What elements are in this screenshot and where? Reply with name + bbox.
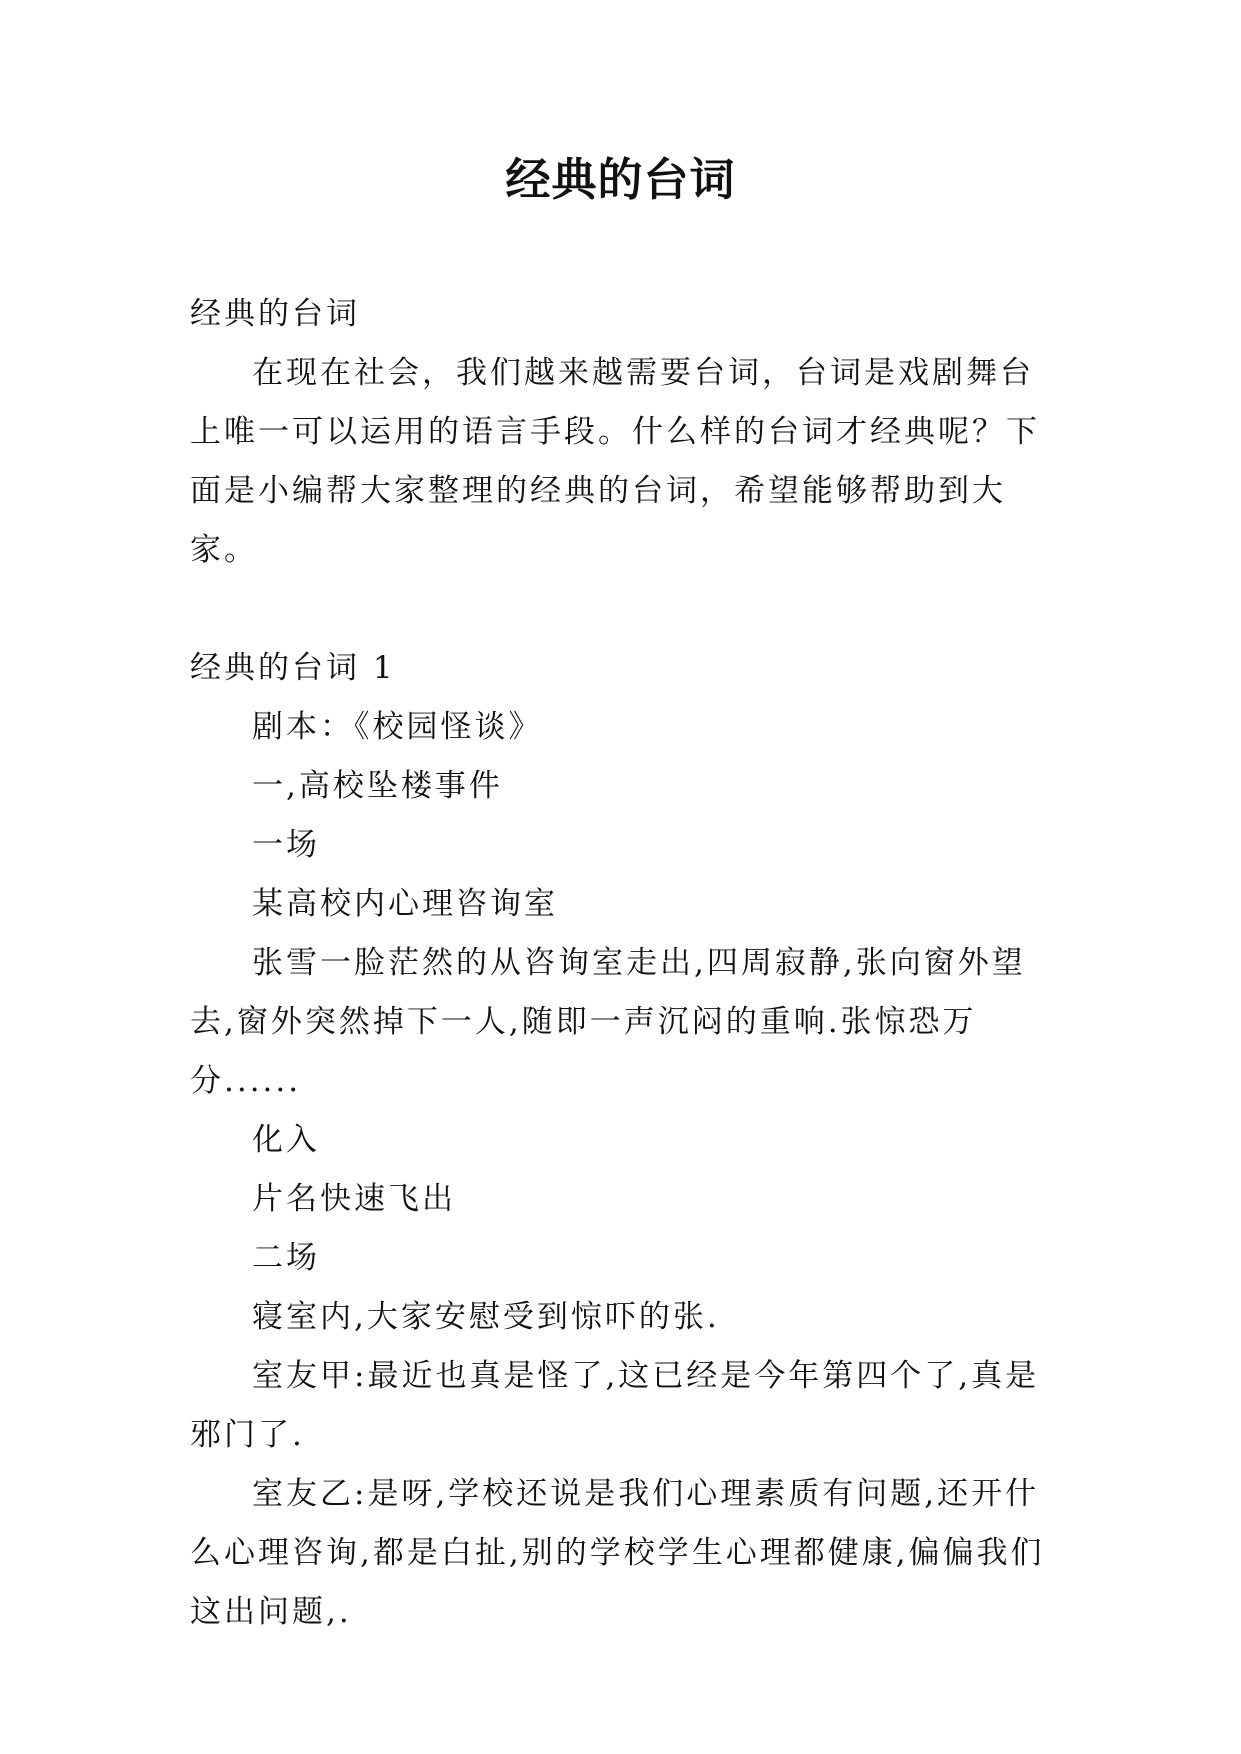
paragraph: 经典的台词 1 [190,650,396,686]
paragraph: 剧本：《校园怪谈》 [252,709,543,745]
paragraph: 片名快速飞出 [252,1181,456,1217]
paragraph: 室友乙:是呀,学校还说是我们心理素质有问题,还开什么心理咨询,都是白扯,别的学校学生心理都健康,偏偏我们这出问题,. [190,1476,1045,1630]
blank-line [190,580,1060,639]
paragraph: 室友甲:最近也真是怪了,这已经是今年第四个了,真是邪门了. [190,1358,1040,1453]
paragraph: 经典的台词 [190,296,360,332]
paragraph: 二场 [252,1240,320,1276]
paragraph: 张雪一脸茫然的从咨询室走出,四周寂静,张向窗外望去,窗外突然掉下一人,随即一声沉闷的重响.张惊恐万分...... [190,945,1026,1099]
paragraph: 化入 [252,1122,320,1158]
document-body [190,285,1060,1642]
document-title: 经典的台词 [505,153,736,206]
paragraph: 某高校内心理咨询室 [252,886,558,922]
paragraph: 一,高校坠楼事件 [252,768,503,804]
paragraph: 一场 [252,827,320,863]
paragraph: 在现在社会，我们越来越需要台词，台词是戏剧舞台上唯一可以运用的语言手段。什么样的台词才经典呢？下面是小编帮大家整理的经典的台词，希望能够帮助到大家。 [190,355,1040,568]
paragraph: 寝室内,大家安慰受到惊吓的张. [252,1299,720,1335]
